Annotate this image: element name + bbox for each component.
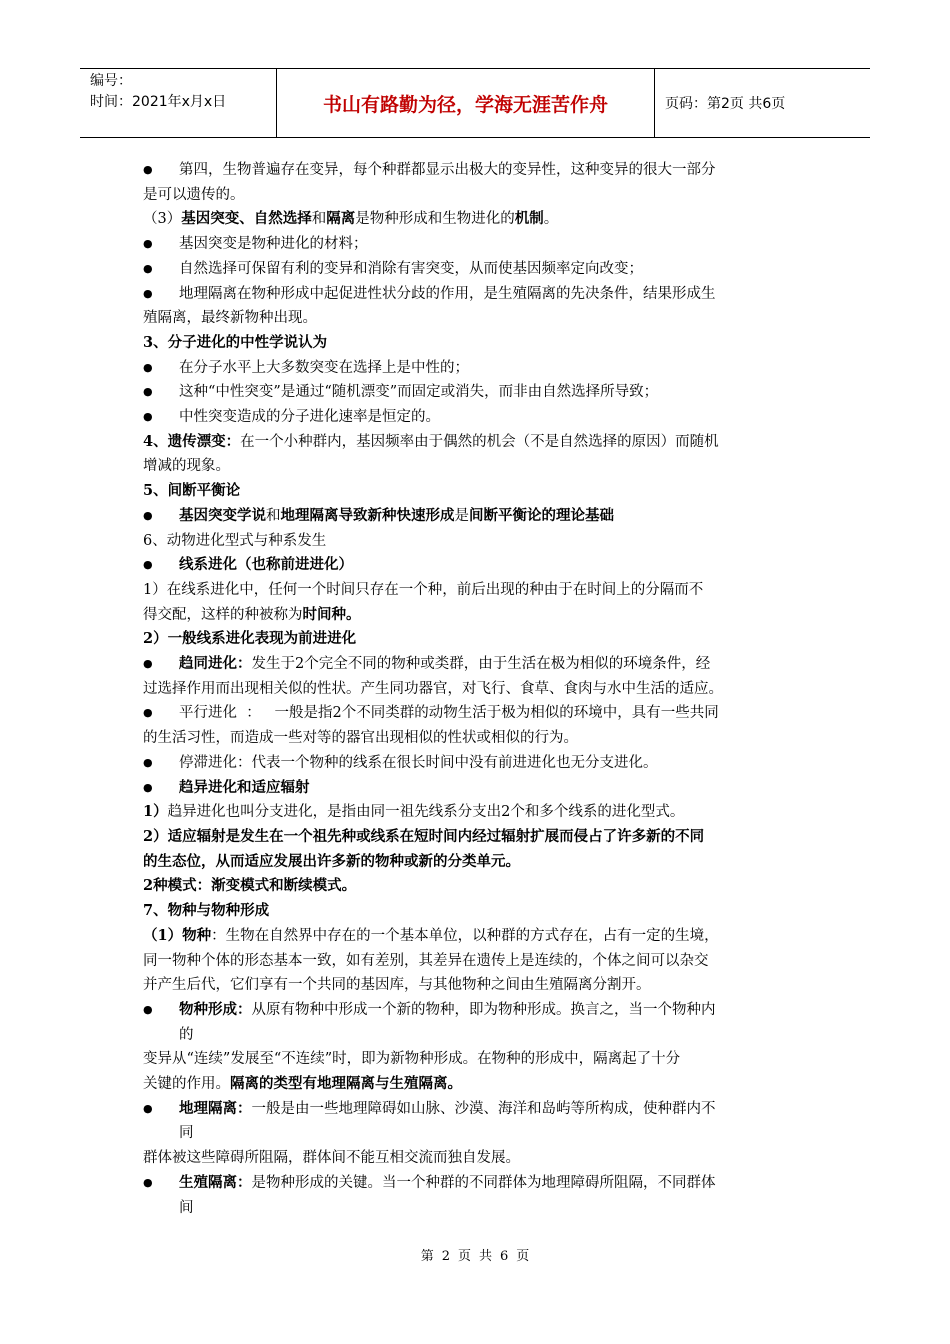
text-line [143,603,811,628]
text-line: 变异从“连续”发展至“不连续”时，即为新物种形成。在物种的形成中，隔离起了十分 [143,1051,681,1068]
number-label: 编号： [90,73,132,89]
bullet-item [143,776,811,801]
term: 趋同进化： [179,655,252,673]
text-span: 是物种形成的关键。当一个种群的不同群体为地理障碍所阻隔，不同群体 [251,1174,716,1191]
term: 2种模式：渐变模式和断续模式。 [143,877,357,895]
section-heading [143,430,811,455]
text-line: 同 [179,1125,194,1142]
term: 间断平衡论的理论基础 [469,506,614,524]
term: 自然选择 [253,210,312,228]
term: 线系进化（也称前进进化） [179,556,353,574]
bullet-item: ● 自然选择可保留有利的变异和消除有害突变，从而使基因频率定向改变； [143,257,811,282]
heading-text: 7、物种与物种形成 [143,902,270,920]
bullet-item: ● 这种“中性突变”是通过“随机漂变”而固定或消失，而非由自然选择所导致； [143,380,811,405]
text-line: 同一物种个体的形态基本一致，如有差别，其差异在遗传上是连续的，个体之间可以杂交 [143,952,709,969]
text-line: 的 [179,1026,194,1043]
term: 的生态位，从而适应发展出许多新的物种或新的分类单元。 [143,852,520,870]
term: 趋异进化和适应辐射 [179,778,310,796]
term: 生殖隔离： [179,1173,252,1191]
text-span: 是物种形成和生物进化的 [355,211,515,228]
text-line: 并产生后代，它们享有一个共同的基因库，与其他物种之间由生殖隔离分割开。 [143,977,651,994]
text-line [143,924,811,949]
term: （1）物种 [143,926,212,944]
footer-word: 共 [479,1249,493,1264]
term: 物种形成： [179,1000,252,1018]
header-meta [80,69,277,137]
bullet-item: ● 在分子水平上大多数突变在选择上是中性的； [143,356,811,381]
text-span: 和 [311,211,327,228]
text-span: 一般是由一些地理障碍如山脉、沙漠、海洋和岛屿等所构成，使种群内不 [251,1100,716,1117]
section-heading [143,899,811,924]
text-span: （3） [143,211,182,228]
text-line: 殖隔离，最终新物种出现。 [143,310,317,327]
footer-total-pages: 6 [500,1249,509,1264]
page-header [80,68,870,138]
term: 基因突变 [181,210,240,228]
term: 时间种。 [302,605,361,623]
term: 、 [239,210,254,228]
bullet-item: ● 地理隔离在物种形成中起促进性状分歧的作用，是生殖隔离的先决条件，结果形成生 [143,282,811,307]
text-line: 群体被这些障碍所阻隔，群体间不能互相交流而独自发展。 [143,1150,520,1167]
bullet-item [143,998,811,1023]
text-span: 关键的作用。 [143,1076,230,1093]
term: 隔离 [326,210,356,228]
text-span: 发生于2个完全不同的物种或类群，由于生活在极为相似的环境条件，经 [251,656,711,673]
bullet-item [143,1171,811,1196]
term: 2）适应辐射是发生在一个祖先种或线系在短时间内经过辐射扩展而侵占了许多新的不同 [143,827,705,845]
bullet-item [143,504,811,529]
text-span: 在一个小种群内，基因频率由于偶然的机会（不是自然选择的原因）而随机 [240,433,719,450]
bullet-item: ● 平行进化 ： 一般是指2个不同类群的动物生活于极为相似的环境中，具有一些共同 [143,701,811,726]
text-span: 得交配，这样的种被称为 [143,606,303,623]
bullet-item: ● 基因突变是物种进化的材料； [143,232,811,257]
bullet-item [143,652,811,677]
term: 1） [143,803,168,821]
text-span: 。 [543,211,559,228]
bullet-item [143,553,811,578]
text-line: 是可以遗传的。 [143,186,245,203]
text-line [143,1072,811,1097]
text-line: 间 [179,1199,194,1216]
text-line: 1）在线系进化中，任何一个时间只存在一个种，前后出现的种由于在时间上的分隔而不 [143,581,704,598]
section-heading [143,479,811,504]
term: 地理隔离： [179,1099,252,1117]
text-line: 增减的现象。 [143,458,230,475]
term: 机制 [514,210,544,228]
mechanism-line [143,207,811,232]
text-span: 趋异进化也叫分支进化，是指由同一祖先线系分支出2个和多个线系的进化型式。 [167,804,685,821]
bullet-item: ● 停滞进化：代表一个物种的线系在很长时间中没有前进进化也无分支进化。 [143,751,811,776]
text-line: 过选择作用而出现相关似的性状。产生同功器官，对飞行、食草、食肉与水中生活的适应。 [143,680,723,697]
footer-word: 页 [457,1249,471,1264]
term: 地理隔离导致新种快速形成 [280,506,455,524]
heading-text: 4、遗传漂变： [143,432,241,450]
text-line [143,874,811,899]
heading-text: 5、间断平衡论 [143,482,241,500]
heading-text: 2）一般线系进化表现为前进进化 [143,630,357,648]
text-line [143,850,811,875]
header-page-info: 页码：第2页 共6页 [665,96,786,112]
heading-text: 3、分子进化的中性学说认为 [143,333,328,351]
bullet-item: ● 中性突变造成的分子进化速率是恒定的。 [143,405,811,430]
date-label: 时间：2021年x月x日 [90,94,227,110]
text-line [143,825,811,850]
subheading [143,627,811,652]
header-motto: 书山有路勤为径，学海无涯苦作舟 [277,69,655,137]
footer-page-number: 2 [441,1249,450,1264]
footer-word: 页 [516,1249,530,1264]
term: 隔离的类型有地理隔离与生殖隔离。 [230,1075,462,1093]
page-footer [0,1245,950,1264]
bullet-item [143,158,811,183]
document-body [143,158,811,1220]
text-line: 的生活习性，而造成一些对等的器官出现相似的性状或相似的行为。 [143,730,578,747]
bullet-item [143,1097,811,1122]
section-heading [143,331,811,356]
text-line: 第四，生物普遍存在变异，每个种群都显示出极大的变异性，这种变异的很大一部分 [179,162,716,178]
text-span: 是 [454,507,469,524]
text-span: 和 [266,507,281,524]
text-span: 从原有物种中形成一个新的物种，即为物种形成。换言之，当一个物种内 [251,1001,716,1018]
footer-word: 第 [420,1249,434,1264]
text-line [143,800,811,825]
term: 基因突变学说 [179,506,266,524]
section-heading: 6、动物进化型式与种系发生 [143,532,327,549]
text-span: ：生物在自然界中存在的一个基本单位，以种群的方式存在，占有一定的生境， [211,927,719,944]
